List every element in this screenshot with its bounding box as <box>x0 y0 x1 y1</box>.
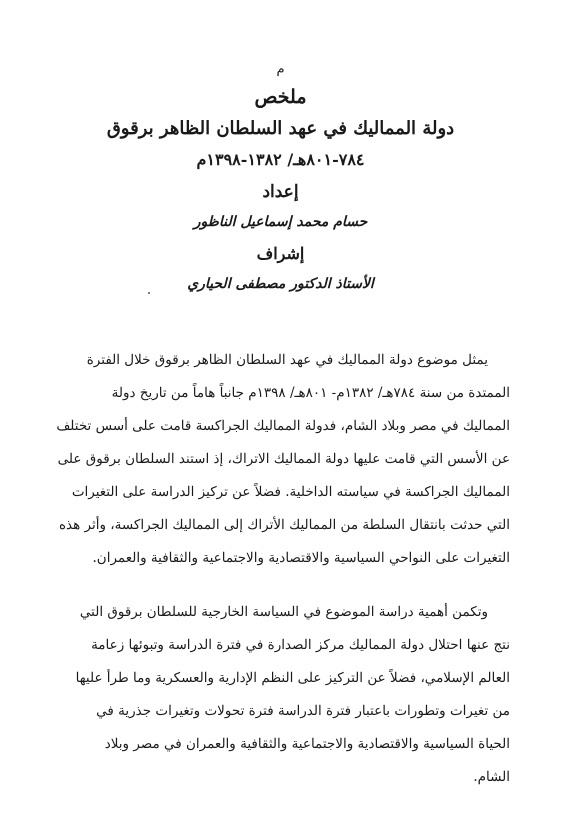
paragraph-line: التي حدثت بانتقال السلطة من المماليك الأتراك إلى المماليك الجراكسة، وأثر هذه <box>58 517 510 533</box>
supervisor-name: الأستاذ الدكتور مصطفى الحياري <box>187 276 374 292</box>
paragraph-line: المماليك الجراكسة في سياسته الداخلية. فضلاً عن تركيز الدراسة على التغيرات <box>71 484 510 500</box>
paragraph-line: العالم الإسلامي، فضلاً عن التركيز على النظم الإدارية والعسكرية وما طرأ عليها <box>75 670 510 686</box>
paragraph-line: الحياة السياسية والاقتصادية والاجتماعية والثقافية والعمران في مصر وبلاد <box>104 736 510 752</box>
supervision-label: إشراف <box>256 244 305 263</box>
paragraph-line: وتكمن أهمية دراسة الموضوع في السياسة الخارجية للسلطان برقوق التي <box>79 604 488 620</box>
paragraph-line: الممتدة من سنة ٧٨٤هـ/ ١٣٨٢م- ٨٠١هـ/ ١٣٩٨م جانباً هاماً من تاريخ دولة <box>111 385 510 401</box>
author-name: حسام محمد إسماعيل الناظور <box>193 214 368 230</box>
thesis-dates: ٧٨٤-٨٠١هـ/ ١٣٨٢-١٣٩٨م <box>196 150 365 169</box>
paragraph-line: الشام. <box>473 769 510 785</box>
paragraph-line: من تغيرات وتطورات باعتبار فترة الدراسة فترة تحولات وتغيرات جذرية في <box>96 703 510 719</box>
paragraph-line: عن الأسس التي قامت عليها دولة المماليك الاتراك، إذ استند السلطان برقوق على <box>57 451 510 467</box>
abstract-title: ملخص <box>254 86 307 108</box>
scan-speck <box>148 292 150 294</box>
paragraph-line: يمثل موضوع دولة المماليك في عهد السلطان الظاهر برقوق خلال الفترة <box>86 352 488 368</box>
paragraph-line: نتج عنها احتلال دولة المماليك مركز الصدارة في فترة الدراسة وتبوئها زعامة <box>91 637 510 653</box>
paragraph-line: المماليك في مصر وبلاد الشام، فدولة المماليك الجراكسة قامت على أسس تختلف <box>56 418 510 434</box>
paragraph-line: التغيرات على النواحي السياسية والاقتصادية والاجتماعية والثقافية والعمران. <box>92 550 510 566</box>
prepared-by-label: إعداد <box>262 182 299 202</box>
thesis-title: دولة المماليك في عهد السلطان الظاهر برقوق <box>106 118 455 139</box>
abstract-paragraph-2 <box>40 596 510 794</box>
page-number: م <box>276 62 285 77</box>
abstract-paragraph-1 <box>40 344 510 575</box>
